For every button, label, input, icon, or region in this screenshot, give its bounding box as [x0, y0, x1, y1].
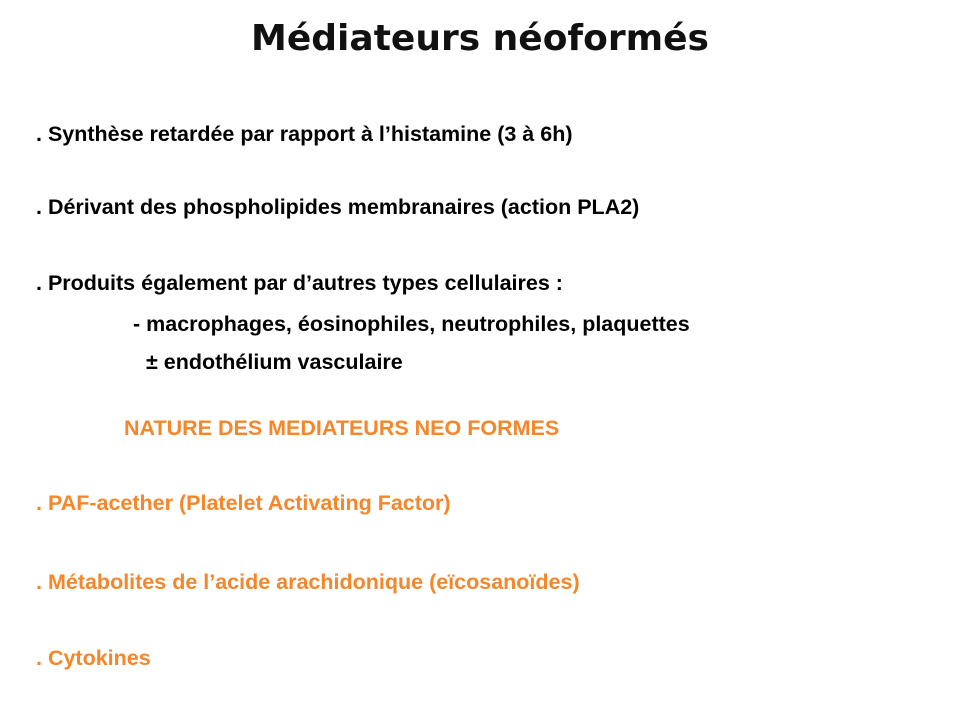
bullet-synthesis: . Synthèse retardée par rapport à l’histamine (3 à 6h) — [36, 122, 573, 146]
nature-item-paf: . PAF-acether (Platelet Activating Factor) — [36, 491, 451, 515]
sub-item-cell-types: - macrophages, éosinophiles, neutrophiles, plaquettes — [133, 312, 690, 336]
sub-item-endothelium: ± endothélium vasculaire — [146, 350, 403, 374]
nature-item-cytokines: . Cytokines — [36, 646, 151, 670]
bullet-other-cells: . Produits également par d’autres types cellulaires : — [36, 271, 563, 295]
bullet-derivation: . Dérivant des phospholipides membranaires (action PLA2) — [36, 195, 640, 219]
slide-title: Médiateurs néoformés — [251, 18, 709, 59]
nature-item-arachidonic: . Métabolites de l’acide arachidonique (eïcosanoïdes) — [36, 570, 580, 594]
section-heading-nature: NATURE DES MEDIATEURS NEO FORMES — [124, 416, 560, 440]
